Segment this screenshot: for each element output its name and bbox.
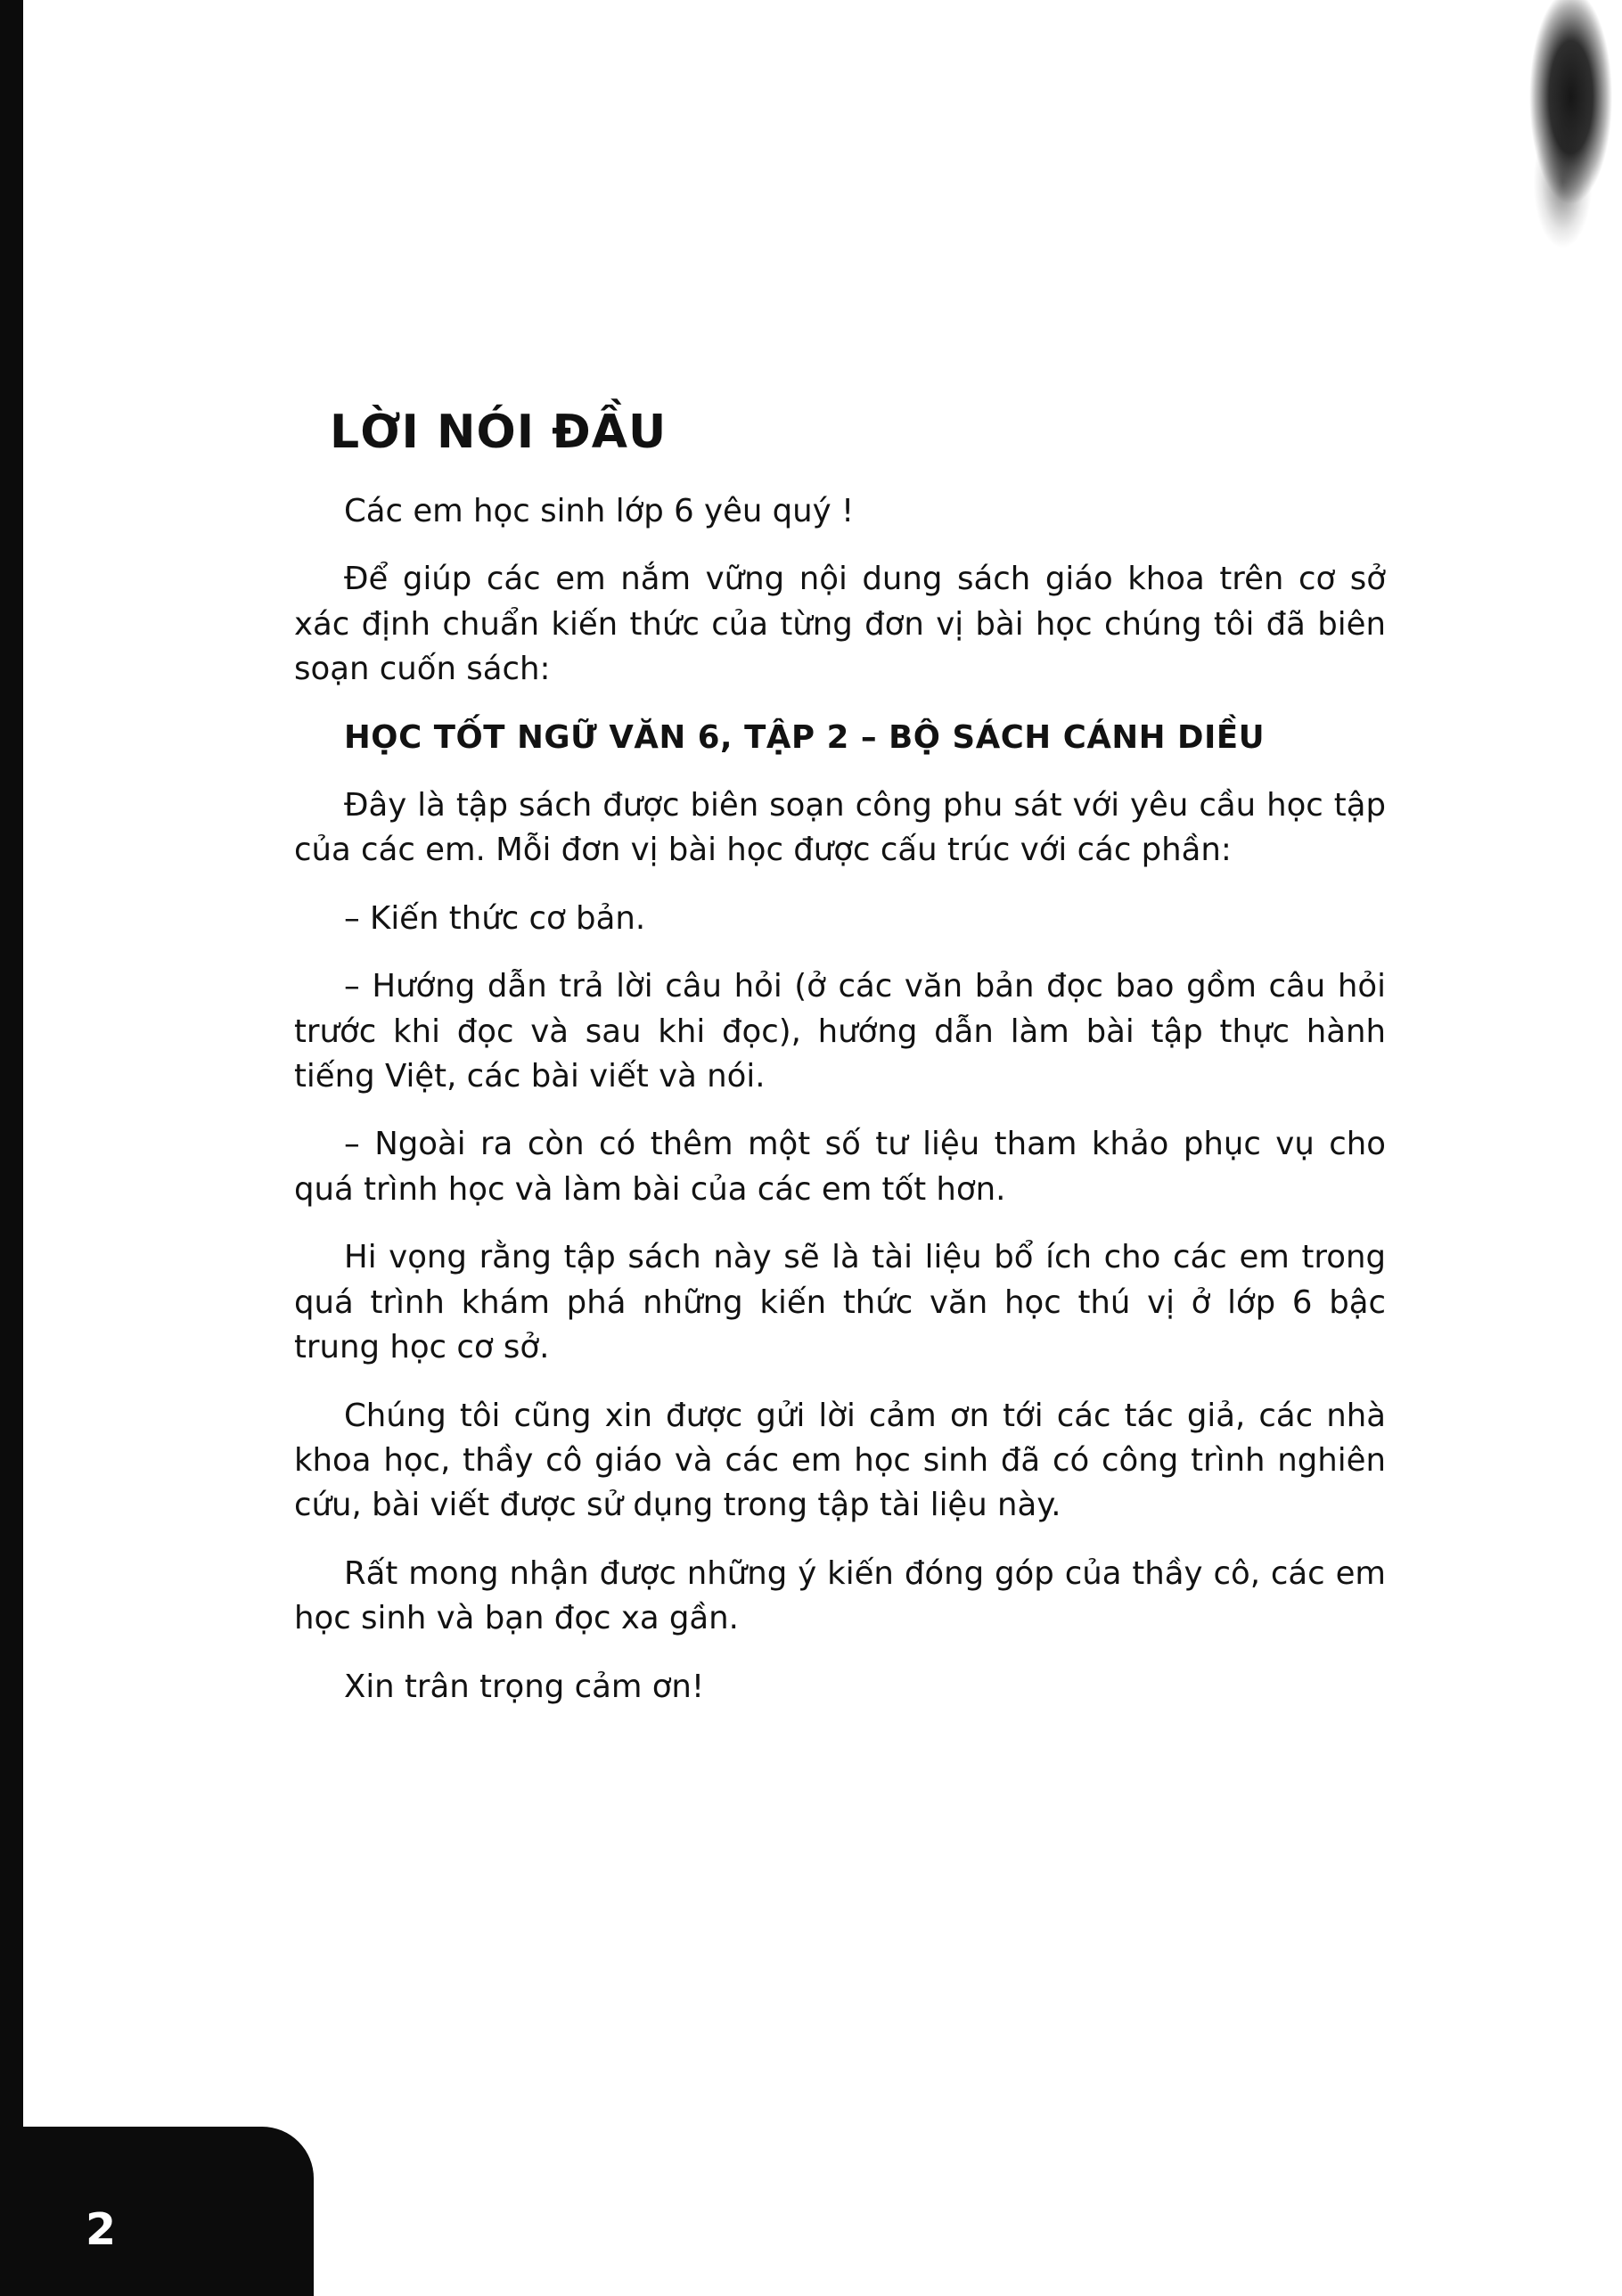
intro-paragraph: Để giúp các em nắm vững nội dung sách giáo khoa trên cơ sở xác định chuẩn kiến thức của từng đơn vị bài học chúng tôi đã biên soạn cuốn sách:: [294, 561, 1386, 688]
closing-line: Xin trân trọng cảm ơn!: [344, 1668, 705, 1705]
hope-paragraph: Hi vọng rằng tập sách này sẽ là tài liệu bổ ích cho các em trong quá trình khám phá những kiến thức văn học thú vị ở lớp 6 bậc trung học cơ sở.: [294, 1239, 1386, 1366]
bullet-item-2: – Hướng dẫn trả lời câu hỏi (ở các văn bản đọc bao gồm câu hỏi trước khi đọc và sau khi đọc), hướng dẫn làm bài tập thực hành tiếng Việt, các bài viết và nói.: [294, 968, 1386, 1095]
top-right-smudge-artifact: [1499, 0, 1615, 294]
page-number: 2: [86, 2204, 117, 2255]
page-number-tab: [0, 2127, 314, 2296]
thanks-paragraph: Chúng tôi cũng xin được gửi lời cảm ơn tới các tác giả, các nhà khoa học, thầy cô giáo và các em học sinh đã có công trình nghiên cứu, bài viết được sử dụng trong tập tài liệu này.: [294, 1397, 1386, 1524]
book-title-heading: HỌC TỐT NGỮ VĂN 6, TẬP 2 – BỘ SÁCH CÁNH DIỀU: [344, 718, 1266, 756]
feedback-paragraph: Rất mong nhận được những ý kiến đóng góp của thầy cô, các em học sinh và bạn đọc xa gần.: [294, 1554, 1386, 1637]
greeting-paragraph: Các em học sinh lớp 6 yêu quý !: [344, 493, 855, 529]
page-left-edge-artifact: [0, 0, 23, 2296]
page-title: LỜI NÓI ĐẦU: [330, 406, 668, 459]
bullet-item-1: – Kiến thức cơ bản.: [344, 899, 646, 937]
page-content: [294, 406, 1386, 1733]
structure-paragraph: Đây là tập sách được biên soạn công phu sát với yêu cầu học tập của các em. Mỗi đơn vị bài học được cấu trúc với các phần:: [294, 787, 1386, 869]
bullet-item-3: – Ngoài ra còn có thêm một số tư liệu tham khảo phục vụ cho quá trình học và làm bài của các em tốt hơn.: [294, 1126, 1386, 1208]
